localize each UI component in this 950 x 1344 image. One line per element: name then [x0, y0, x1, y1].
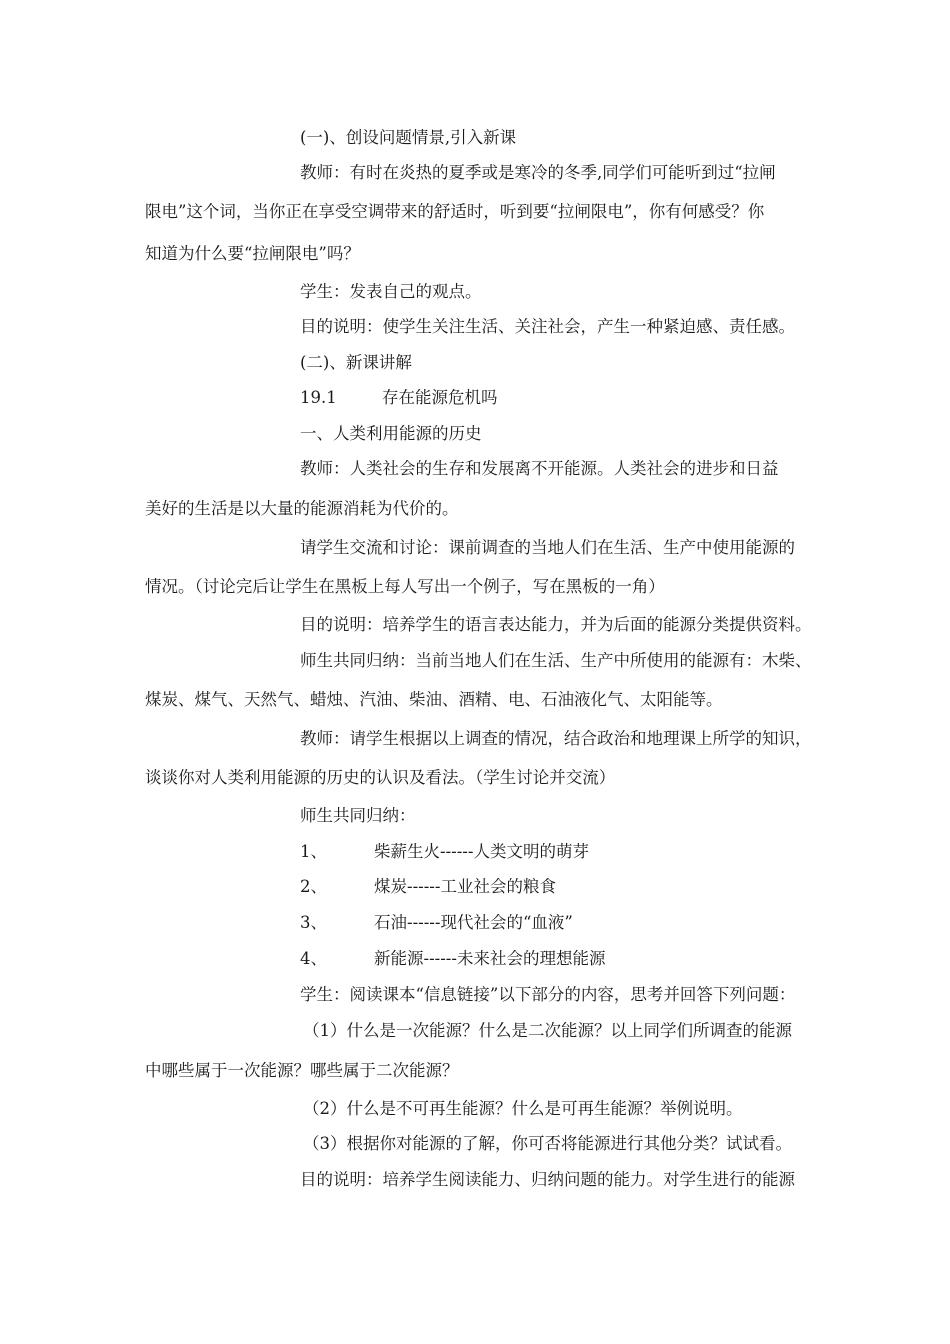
list-item	[300, 948, 605, 970]
list-item-number: 1、	[300, 842, 327, 861]
paragraph-line: 教师：人类社会的生存和发展离不开能源。人类社会的进步和日益	[300, 459, 779, 478]
list-item-text: 柴薪生火------人类文明的萌芽	[374, 842, 589, 861]
question-line: 中哪些属于一次能源？哪些属于二次能源？	[145, 1061, 459, 1080]
section-heading-1: (一)、创设问题情景,引入新课	[300, 128, 517, 147]
paragraph-line: 目的说明：培养学生阅读能力、归纳问题的能力。对学生进行的能源	[300, 1170, 795, 1189]
paragraph-line: 美好的生活是以大量的能源消耗为代价的。	[145, 499, 459, 518]
list-item-text: 煤炭------工业社会的粮食	[374, 877, 556, 896]
paragraph-line: 学生：阅读课本“信息链接”以下部分的内容，思考并回答下列问题：	[300, 985, 796, 1004]
list-item-number: 2、	[300, 877, 327, 896]
paragraph-line: 情况。（讨论完后让学生在黑板上每人写出一个例子，写在黑板的一角）	[145, 577, 665, 596]
paragraph-line: 学生：发表自己的观点。	[300, 282, 482, 301]
paragraph-line: 目的说明：培养学生的语言表达能力，并为后面的能源分类提供资料。	[300, 615, 812, 634]
question-line: （2）什么是不可再生能源？什么是可再生能源？举例说明。	[303, 1099, 743, 1118]
paragraph-line: 请学生交流和讨论：课前调查的当地人们在生活、生产中使用能源的	[300, 538, 795, 557]
list-item	[300, 876, 556, 898]
paragraph-line: 师生共同归纳：	[300, 806, 416, 825]
list-item	[300, 841, 589, 863]
paragraph-line: 教师：有时在炎热的夏季或是寒冷的冬季,同学们可能听到过“拉闸	[300, 163, 776, 182]
paragraph-line: 知道为什么要“拉闸限电”吗？	[145, 244, 360, 263]
list-item-text: 石油------现代社会的“血液”	[374, 913, 573, 932]
question-line: （1）什么是一次能源？什么是二次能源？以上同学们所调查的能源	[303, 1021, 792, 1040]
list-item	[300, 912, 573, 934]
list-item-text: 新能源------未来社会的理想能源	[374, 949, 606, 968]
section-heading-2: (二)、新课讲解	[300, 353, 412, 372]
paragraph-line: 谈谈你对人类利用能源的历史的认识及看法。（学生讨论并交流）	[145, 768, 616, 787]
lesson-title	[300, 387, 498, 409]
list-item-number: 3、	[300, 913, 327, 932]
paragraph-line: 煤炭、煤气、天然气、蜡烛、汽油、柴油、酒精、电、石油液化气、太阳能等。	[145, 690, 723, 709]
paragraph-line: 师生共同归纳：当前当地人们在生活、生产中所使用的能源有：木柴、	[300, 651, 812, 670]
paragraph-line: 限电”这个词，当你正在享受空调带来的舒适时，听到要“拉闸限电”，你有何感受？你	[145, 202, 765, 221]
question-line: （3）根据你对能源的了解，你可否将能源进行其他分类？试试看。	[303, 1134, 792, 1153]
list-item-number: 4、	[300, 949, 327, 968]
lesson-title-text: 存在能源危机吗	[382, 388, 498, 407]
paragraph-line: 目的说明：使学生关注生活、关注社会，产生一种紧迫感、责任感。	[300, 317, 795, 336]
paragraph-line: 教师：请学生根据以上调查的情况，结合政治和地理课上所学的知识，	[300, 729, 812, 748]
lesson-number: 19.1	[300, 388, 337, 407]
subsection-heading: 一、人类利用能源的历史	[300, 424, 482, 443]
